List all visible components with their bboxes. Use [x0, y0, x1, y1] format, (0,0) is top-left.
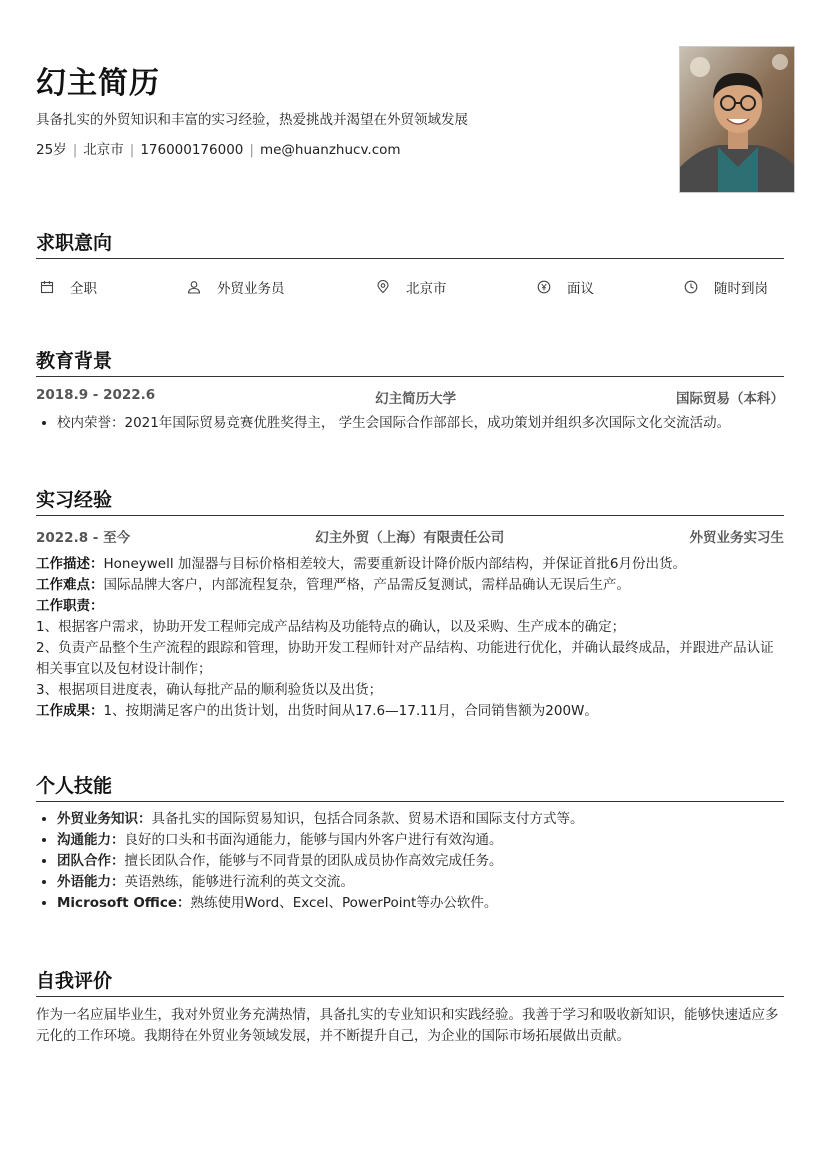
contact-line: [36, 138, 401, 158]
profile-photo: [679, 46, 795, 193]
education-section: [36, 348, 784, 434]
email: me@huanzhucv.com: [259, 142, 401, 158]
internship-section: [36, 487, 784, 722]
skill-text: 熟练使用Word、Excel、PowerPoint等办公软件。: [190, 895, 498, 911]
intent-city: [376, 277, 447, 297]
intent-position: [187, 277, 285, 297]
internship-header-row: [36, 526, 784, 546]
work-duty: 2、负责产品整个生产流程的跟踪和管理，协助开发工程师针对产品结构、功能进行优化，并确认最终成品，并跟进产品认证相关事宜以及包材设计制作；: [36, 640, 774, 677]
intent-availability: [684, 277, 768, 297]
self-evaluation-section: [36, 968, 784, 1047]
skill-text: 良好的口头和书面沟通能力，能够与国内外客户进行有效沟通。: [124, 832, 503, 848]
intent-salary-value: 面议: [567, 281, 594, 297]
internship-role: 外贸业务实习生: [689, 530, 784, 546]
skills-section: [36, 773, 784, 914]
section-title: 个人技能: [36, 773, 784, 802]
age: 25岁: [36, 142, 67, 158]
work-duty: 3、根据项目进度表，确认每批产品的顺利验货以及出货；: [36, 682, 383, 698]
skill-label: 沟通能力：: [57, 832, 125, 848]
separator: |: [129, 142, 135, 158]
skill-item: [57, 809, 784, 830]
phone: 176000176000: [140, 142, 244, 158]
separator: |: [249, 142, 254, 158]
skill-label: 外语能力：: [57, 874, 125, 890]
work-difficulty: [36, 575, 784, 596]
skill-label: Microsoft Office：: [57, 895, 191, 911]
user-icon: [187, 280, 201, 294]
internship-company: 幻主外贸（上海）有限责任公司: [315, 530, 505, 546]
skill-item: [57, 830, 784, 851]
label: 工作描述：: [36, 556, 104, 572]
education-school: 幻主简历大学: [375, 391, 457, 407]
section-title: 自我评价: [36, 968, 784, 997]
label: 工作成果：: [36, 703, 104, 719]
intent-position-value: 外贸业务员: [217, 281, 285, 297]
label: 工作难点：: [36, 577, 104, 593]
value: 1、按期满足客户的出货计划，出货时间从17.6—17.11月，合同销售额为200W。: [103, 703, 598, 719]
section-title: 实习经验: [36, 487, 784, 516]
section-title: 教育背景: [36, 348, 784, 377]
section-title: 求职意向: [36, 230, 784, 259]
work-duties-label: [36, 596, 784, 617]
intent-availability-value: 随时到岗: [714, 281, 768, 297]
intent-city-value: 北京市: [406, 281, 447, 297]
skill-item: [57, 893, 784, 914]
skill-label: 外贸业务知识：: [57, 811, 152, 827]
intent-row: [36, 271, 784, 301]
avatar: [680, 47, 795, 193]
skill-text: 擅长团队合作，能够与不同背景的团队成员协作高效完成任务。: [124, 853, 503, 869]
skills-list: [36, 809, 784, 914]
education-major: 国际贸易（本科）: [675, 391, 784, 407]
education-honor: • 校内荣誉：2021年国际贸易竞赛优胜奖得主， 学生会国际合作部部长，成功策划并组织多次国际文化交流活动。: [57, 413, 784, 434]
skill-item: [57, 872, 784, 893]
calendar-icon: [40, 280, 54, 294]
work-result: [36, 701, 784, 722]
label: 工作职责：: [36, 598, 104, 614]
skill-text: 英语熟练，能够进行流利的英文交流。: [124, 874, 354, 890]
education-header-row: [36, 387, 784, 407]
separator: |: [72, 142, 78, 158]
location-icon: [376, 280, 390, 294]
intent-type: [40, 277, 97, 297]
intent-type-value: 全职: [70, 281, 97, 297]
work-duty: 1、根据客户需求，协助开发工程师完成产品结构及功能特点的确认，以及采购、生产成本的确定；: [36, 619, 626, 635]
clock-icon: [684, 280, 698, 294]
internship-period: 2022.8 - 至今: [36, 530, 131, 546]
education-period: 2018.9 - 2022.6: [36, 387, 156, 403]
education-list: [36, 413, 784, 434]
tagline: 具备扎实的外贸知识和丰富的实习经验，热爱挑战并渴望在外贸领域发展: [36, 112, 468, 128]
skill-label: 团队合作：: [57, 853, 125, 869]
value: 国际品牌大客户，内部流程复杂，管理严格，产品需反复测试，需样品确认无误后生产。: [103, 577, 630, 593]
job-intent-section: [36, 230, 784, 301]
value: Honeywell 加湿器与目标价格相差较大，需要重新设计降价版内部结构，并保证首批6月份出货。: [103, 556, 686, 572]
self-evaluation-text: 作为一名应届毕业生，我对外贸业务充满热情，具备扎实的专业知识和实践经验。我善于学习和吸收新知识，能够快速适应多元化的工作环境。我期待在外贸业务领域发展，并不断提升自己，为企业的国际市场拓展做出贡献。: [36, 1007, 779, 1044]
city: 北京市: [83, 142, 124, 158]
yuan-icon: [537, 280, 551, 294]
intent-salary: [537, 277, 594, 297]
skill-item: [57, 851, 784, 872]
skill-text: 具备扎实的国际贸易知识，包括合同条款、贸易术语和国际支付方式等。: [151, 811, 584, 827]
resume-name: 幻主简历: [36, 66, 160, 101]
internship-details: [36, 554, 784, 722]
work-description: [36, 554, 784, 575]
